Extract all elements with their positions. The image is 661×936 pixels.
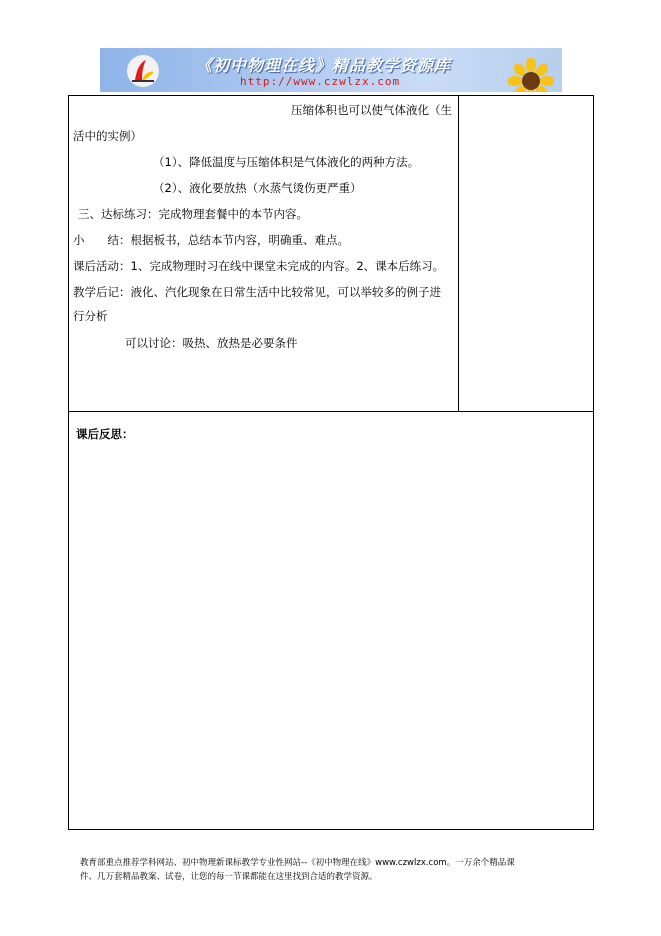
lesson-line: 压缩体积也可以使气体液化（生 [291, 103, 452, 117]
banner-title: 《初中物理在线》精品教学资源库 [196, 56, 452, 75]
lesson-line: 行分析 [73, 309, 108, 323]
lesson-line: 教学后记：液化、汽化现象在日常生活中比较常见，可以举较多的例子进 [73, 285, 441, 299]
reflection-label: 课后反思： [76, 427, 134, 441]
lesson-line: （1）、降低温度与压缩体积是气体液化的两种方法。 [153, 155, 420, 169]
reflection-row [69, 412, 593, 829]
lesson-line: 可以讨论：吸热、放热是必要条件 [125, 336, 298, 350]
footer-line: 件、几万套精品教案、试卷，让您的每一节课都能在这里找到合适的教学资源。 [80, 872, 378, 882]
lesson-content-cell [69, 96, 459, 411]
lesson-side-cell [459, 96, 593, 411]
lesson-line: （2）、液化要放热（水蒸气烫伤更严重） [153, 181, 362, 195]
lesson-row [69, 96, 593, 412]
lesson-line: 课后活动：1、完成物理时习在线中课堂未完成的内容。2、课本后练习。 [73, 259, 445, 273]
banner-url[interactable]: http://www.czwlzx.com [240, 75, 401, 88]
lesson-table [68, 95, 594, 830]
lesson-line: 活中的实例） [73, 129, 142, 143]
header-banner [100, 48, 562, 92]
sunflower-icon [508, 58, 554, 92]
lesson-line: 三、达标练习：完成物理套餐中的本节内容。 [78, 207, 308, 221]
lesson-line: 小 结：根据板书，总结本节内容，明确重、难点。 [73, 233, 349, 247]
footer-line: 教育部重点推荐学科网站、初中物理新课标教学专业性网站--《初中物理在线》www.czwlzx.com。一万余个精品课 [80, 858, 515, 868]
site-logo-icon [126, 54, 160, 88]
